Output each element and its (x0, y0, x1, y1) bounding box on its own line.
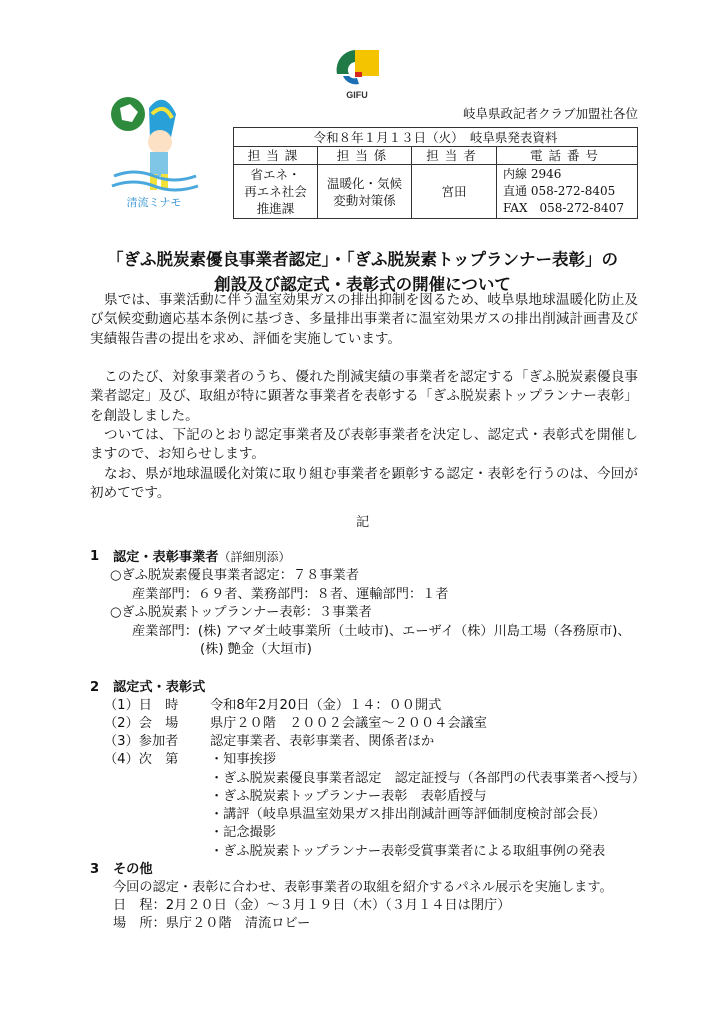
sec1-number: 1 (90, 549, 100, 564)
sec2-row-label: （3）参加者 (104, 734, 179, 749)
title-line-1: 「ぎふ脱炭素優良事業者認定」・「ぎふ脱炭素トップランナー表彰」の (106, 250, 618, 269)
program-item: ・ぎふ脱炭素トップランナー表彰受賞事業者による取組事例の発表 (210, 844, 606, 859)
paragraph: ついては、下記のとおり認定事業者及び表彰事業者を決定し、認定式・表彰式を開催しますので、お知らせします。 (90, 427, 638, 463)
sec3-number: 3 (90, 862, 100, 877)
section-line: 温暖化・気候 (326, 175, 402, 191)
ki-mark: 記 (356, 515, 370, 530)
sec1-detail: 産業部門：６９者、業務部門：８者、運輸部門：１者 (132, 587, 449, 602)
dept-cell (234, 165, 318, 219)
col-phone: 電話番号 (497, 147, 638, 165)
section-cell (318, 165, 412, 219)
phone-cell (497, 165, 638, 219)
mascot-name: 清流ミナモ (126, 196, 182, 209)
col-section: 担当係 (318, 147, 412, 165)
gifu-logo (333, 48, 383, 100)
program-item: ・ぎふ脱炭素トップランナー表彰 表彰盾授与 (210, 789, 487, 804)
sec1-detail: (株) 艶金（大垣市) (200, 642, 312, 657)
sec1-heading (113, 548, 291, 567)
program-item: ・記念撮影 (210, 825, 276, 840)
sec2-row-label: （2）会 場 (104, 716, 179, 731)
paragraph: このたび、対象事業者のうち、優れた削減実績の事業者を認定する「ぎふ脱炭素優良事業者認定」及び、取組が特に顕著な事業者を表彰する「ぎふ脱炭素トップランナー表彰」を創設しました。 (90, 369, 638, 424)
sec2-row-value: 県庁２０階 ２００２会議室～２００４会議室 (210, 716, 487, 731)
sec2-row-value: 令和8年2月20日（金）１４：００開式 (210, 698, 442, 713)
sec3-line: 今回の認定・表彰に合わせ、表彰事業者の取組を紹介するパネル展示を実施します。 (113, 880, 613, 895)
sec3-heading: その他 (113, 862, 153, 877)
release-date-header: 令和８年１月１３日（火） 岐阜県発表資料 (234, 128, 638, 147)
phone-line: 直通 058-272-8405 (503, 184, 616, 198)
person-cell: 宮田 (412, 165, 497, 219)
sec2-heading: 認定式・表彰式 (113, 680, 206, 695)
paragraph: 県では、事業活動に伴う温室効果ガスの排出抑制を図るため、岐阜県地球温暖化防止及び気候変動適応基本条例に基づき、多量排出事業者に温室効果ガスの排出削減計画書及び実績報告書の提出を求め、評価を実施しています。 (90, 292, 638, 347)
paragraph: なお、県が地球温暖化対策に取り組む事業者を顕彰する認定・表彰を行うのは、今回が初めてです。 (90, 466, 638, 502)
program-item: ・ぎふ脱炭素優良事業者認定 認定証授与（各部門の代表事業者へ授与） (210, 771, 646, 786)
phone-line: FAX 058-272-8407 (503, 201, 624, 215)
sec1-item: ○ぎふ脱炭素優良事業者認定：７８事業者 (110, 568, 359, 583)
sec2-number: 2 (90, 680, 100, 695)
phone-line: 内線 2946 (503, 167, 562, 181)
dept-line: 再エネ社会 (244, 184, 307, 199)
logo-text: GIFU (346, 90, 368, 100)
section-line: 変動対策係 (333, 192, 396, 208)
sec1-note: （詳細別添） (218, 550, 291, 564)
sec1-detail: 産業部門：(株) アマダ土岐事業所（土岐市)、エーザイ（株）川島工場（各務原市)、 (132, 624, 631, 639)
sec2-row-value: 認定事業者、表彰事業者、関係者ほか (210, 734, 435, 749)
sec1-item: ○ぎふ脱炭素トップランナー表彰：３事業者 (110, 605, 372, 620)
sec3-line: 場 所：県庁２０階 清流ロビー (113, 916, 311, 931)
addressee: 岐阜県政記者クラブ加盟社各位 (462, 106, 638, 121)
contact-table (233, 127, 638, 219)
program-item: ・講評（岐阜県温室効果ガス排出削減計画等評価制度検討部会長） (210, 807, 606, 822)
dept-line: 推進課 (256, 201, 295, 216)
mascot-illustration (104, 94, 204, 214)
col-dept: 担当課 (234, 147, 318, 165)
title-line-2: 創設及び認定式・表彰式の開催について (214, 275, 511, 294)
sec2-row-label: （1）日 時 (104, 698, 179, 713)
sec3-line: 日 程：2月２０日（金）～３月１９日（木）（３月１４日は閉庁） (113, 898, 511, 913)
dept-line: 省エネ・ (250, 167, 301, 182)
sec2-row-value: ・知事挨拶 (210, 752, 276, 767)
col-person: 担当者 (412, 147, 497, 165)
sec2-row-label: （4）次 第 (104, 752, 179, 767)
sec1-title: 認定・表彰事業者 (113, 550, 219, 565)
